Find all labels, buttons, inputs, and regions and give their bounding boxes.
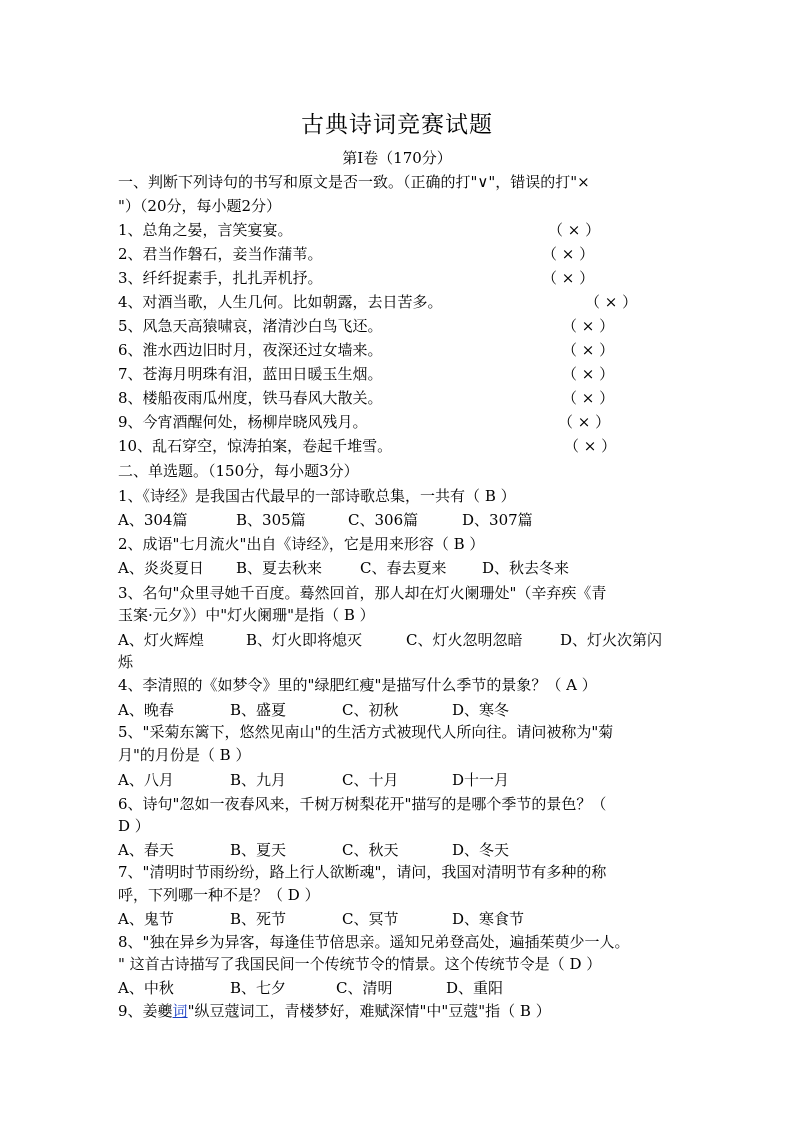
q4-option-a: A、晚春 bbox=[118, 701, 174, 719]
section1-heading-line1: 一、判断下列诗句的书写和原文是否一致。（正确的打"∨"，错误的打"× bbox=[118, 173, 590, 191]
judge-item-2: 2、君当作磐石，妾当作蒲苇。 bbox=[118, 245, 323, 263]
judge-answer-3: （ × ） bbox=[542, 269, 595, 287]
q4-option-b: B、盛夏 bbox=[230, 701, 287, 719]
q1-option-a: A、304篇 bbox=[118, 511, 188, 529]
page-title: 古典诗词竞赛试题 bbox=[301, 112, 493, 138]
q8-option-c: C、清明 bbox=[336, 979, 393, 997]
judge-item-3: 3、纤纤捉素手，扎扎弄机抒。 bbox=[118, 269, 323, 287]
q7-option-a: A、鬼节 bbox=[118, 910, 174, 928]
q6-option-b: B、夏天 bbox=[230, 841, 287, 859]
question-9-prefix: 9、姜夔 bbox=[118, 1002, 173, 1020]
question-5-line1: 5、"采菊东篱下，悠然见南山"的生活方式被现代人所向往。请问被称为"菊 bbox=[118, 723, 614, 741]
ci-link[interactable]: 词 bbox=[172, 1002, 188, 1020]
judge-answer-1: （ × ） bbox=[548, 221, 601, 239]
judge-answer-5: （ × ） bbox=[562, 317, 615, 335]
q6-option-c: C、秋天 bbox=[342, 841, 399, 859]
question-1: 1、《诗经》是我国古代最早的一部诗歌总集，一共有（ B ） bbox=[118, 487, 516, 505]
q1-option-d: D、307篇 bbox=[462, 511, 533, 529]
judge-item-9: 9、今宵酒醒何处，杨柳岸晓风残月。 bbox=[118, 413, 368, 431]
judge-item-5: 5、风急天高猿啸哀，渚清沙白鸟飞还。 bbox=[118, 317, 383, 335]
q2-option-d: D、秋去冬来 bbox=[482, 559, 570, 577]
q4-option-c: C、初秋 bbox=[342, 701, 399, 719]
judge-answer-10: （ × ） bbox=[564, 437, 617, 455]
q7-option-d: D、寒食节 bbox=[452, 910, 525, 928]
question-3-line2: 玉案·元夕》）中"灯火阑珊"是指（ B ） bbox=[118, 606, 375, 624]
judge-item-8: 8、楼船夜雨瓜州度，铁马春风大散关。 bbox=[118, 389, 383, 407]
question-7-line2: 呼，下列哪一种不是？（ D ） bbox=[118, 886, 320, 904]
q2-option-c: C、春去夏来 bbox=[360, 559, 447, 577]
question-6-line1: 6、诗句"忽如一夜春风来，千树万树梨花开"描写的是哪个季节的景色？（ bbox=[118, 795, 607, 813]
q2-option-a: A、炎炎夏日 bbox=[118, 559, 204, 577]
q8-option-b: B、七夕 bbox=[230, 979, 287, 997]
judge-answer-6: （ × ） bbox=[562, 341, 615, 359]
question-9 bbox=[118, 1001, 551, 1021]
q7-option-c: C、冥节 bbox=[342, 910, 399, 928]
q5-option-a: A、八月 bbox=[118, 771, 174, 789]
question-5-line2: 月"的月份是（ B ） bbox=[118, 746, 251, 764]
question-6-line2: D ） bbox=[118, 817, 150, 835]
question-3-line1: 3、名句"众里寻她千百度。蓦然回首，那人却在灯火阑珊处"（辛弃疾《青 bbox=[118, 584, 607, 602]
judge-item-6: 6、淮水西边旧时月，夜深还过女墙来。 bbox=[118, 341, 383, 359]
judge-answer-4: （ × ） bbox=[585, 293, 638, 311]
judge-answer-8: （ × ） bbox=[562, 389, 615, 407]
q3-option-c: C、灯火忽明忽暗 bbox=[406, 631, 523, 649]
q1-option-b: B、305篇 bbox=[236, 511, 306, 529]
judge-item-10: 10、乱石穿空，惊涛拍案，卷起千堆雪。 bbox=[118, 437, 393, 455]
judge-answer-2: （ × ） bbox=[542, 245, 595, 263]
question-9-text: "纵豆蔻词工，青楼梦好，难赋深情"中"豆蔻"指（ B ） bbox=[187, 1002, 551, 1020]
q5-option-b: B、九月 bbox=[230, 771, 287, 789]
q8-option-d: D、重阳 bbox=[446, 979, 504, 997]
judge-item-1: 1、总角之晏，言笑宴宴。 bbox=[118, 221, 293, 239]
question-8-line1: 8、"独在异乡为异客，每逢佳节倍思亲。遥知兄弟登高处，遍插茱萸少一人。 bbox=[118, 933, 630, 951]
q8-option-a: A、中秋 bbox=[118, 979, 174, 997]
q2-option-b: B、夏去秋来 bbox=[236, 559, 323, 577]
q4-option-d: D、寒冬 bbox=[452, 701, 510, 719]
volume-subtitle: 第Ⅰ卷（170分） bbox=[342, 149, 452, 167]
q5-option-d: D十一月 bbox=[452, 771, 510, 789]
q5-option-c: C、十月 bbox=[342, 771, 399, 789]
question-4: 4、李清照的《如梦令》里的"绿肥红瘦"是描写什么季节的景象？（ A ） bbox=[118, 676, 597, 694]
q6-option-a: A、春天 bbox=[118, 841, 174, 859]
judge-item-7: 7、苍海月明珠有泪，蓝田日暖玉生烟。 bbox=[118, 365, 383, 383]
question-2: 2、成语"七月流火"出自《诗经》，它是用来形容（ B ） bbox=[118, 535, 485, 553]
q1-option-c: C、306篇 bbox=[348, 511, 419, 529]
q3-option-d-wrap: 烁 bbox=[118, 653, 134, 671]
section2-heading: 二、单选题。（150分，每小题3分） bbox=[118, 462, 359, 480]
question-8-line2: " 这首古诗描写了我国民间一个传统节令的情景。这个传统节令是（ D ） bbox=[118, 955, 602, 973]
q3-option-b: B、灯火即将熄灭 bbox=[246, 631, 363, 649]
q3-option-a: A、灯火辉煌 bbox=[118, 631, 204, 649]
section1-heading-line2: "）（20分，每小题2分） bbox=[118, 197, 282, 215]
q3-option-d: D、灯火次第闪 bbox=[560, 631, 663, 649]
q7-option-b: B、死节 bbox=[230, 910, 287, 928]
judge-answer-7: （ × ） bbox=[562, 365, 615, 383]
judge-item-4: 4、对酒当歌，人生几何。比如朝露，去日苦多。 bbox=[118, 293, 443, 311]
question-7-line1: 7、"清明时节雨纷纷，路上行人欲断魂"，请问，我国对清明节有多种的称 bbox=[118, 863, 607, 881]
judge-answer-9: （ × ） bbox=[558, 413, 611, 431]
q6-option-d: D、冬天 bbox=[452, 841, 510, 859]
